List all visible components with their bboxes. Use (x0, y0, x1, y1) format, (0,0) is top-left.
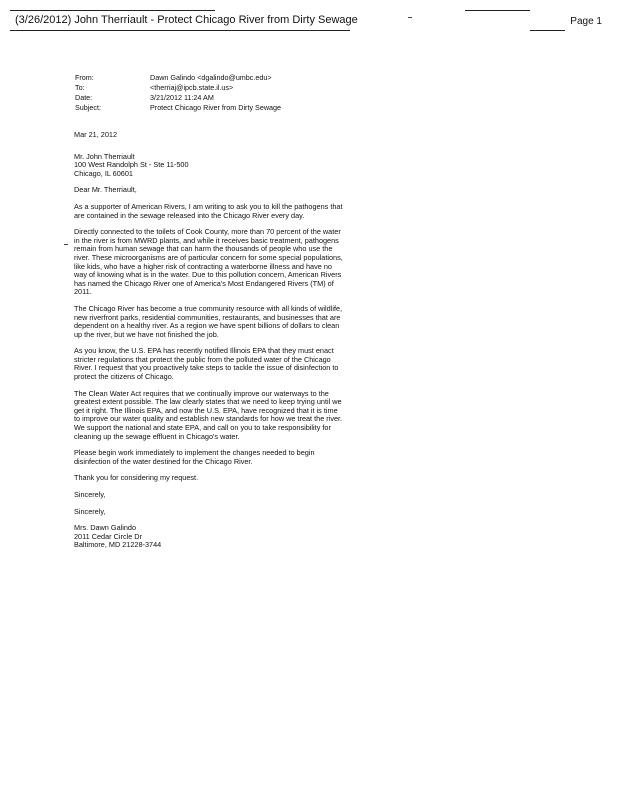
scan-mark (408, 17, 412, 18)
header-top-rule (465, 10, 530, 11)
email-meta (75, 73, 281, 113)
paragraph: Please begin work immediately to implement the changes needed to begin disinfection of the water destined for the Chicago River. (74, 448, 315, 466)
scan-mark (64, 244, 68, 245)
closing: Sincerely, (74, 490, 106, 499)
letter-body (74, 131, 344, 550)
signature-line: Baltimore, MD 21228-3744 (74, 540, 162, 550)
meta-key: To: (75, 83, 85, 92)
meta-to (75, 83, 281, 93)
signature-line: 2011 Cedar Circle Dr (74, 531, 142, 541)
meta-value: 3/21/2012 11:24 AM (150, 93, 214, 102)
header-bottom-rule (10, 30, 350, 31)
address-line: Chicago, IL 60601 (74, 168, 133, 178)
meta-value: Protect Chicago River from Dirty Sewage (150, 103, 282, 112)
paragraph: As a supporter of American Rivers, I am writing to ask you to kill the pathogens that are contained in the sewage released into the Chicago River every day. (74, 201, 343, 220)
header-top-rule (10, 10, 215, 11)
header-bottom-rule (530, 30, 565, 31)
meta-value: Dawn Galindo <dgalindo@umbc.edu> (150, 73, 272, 82)
address-line: 100 West Randolph St - Ste 11-500 (74, 160, 189, 170)
paragraph: The Clean Water Act requires that we continually improve our waterways to the greatest extent possible. The law clearly states that we need to keep trying until we get it right. The Illinois EPA, and now the U.S. EPA, have recognized that it is time to improve our water quality and establish new standards for how we treat the river. We support the national and state EPA, and call on you to take responsibility for cleaning up the sewage effluent in Chicago's water. (74, 388, 343, 441)
meta-value: <therriaj@ipcb.state.il.us> (150, 83, 234, 92)
closing: Sincerely, (74, 506, 106, 516)
recipient-address (74, 153, 344, 179)
letter-date: Mar 21, 2012 (74, 130, 117, 139)
address-line: Mr. John Therriault (74, 151, 135, 161)
meta-subject (75, 103, 281, 113)
paragraph: Directly connected to the toilets of Cook County, more than 70 percent of the water in the river is from MWRD plants, and while it receives basic treatment, pathogens remain from human sewage that can harm the thousands of people who use the river. These microorganisms are of particular concern for some special populations, like kids, who have a higher risk of contracting a waterborne illness and have no way of knowing what is in the water. Due to this pollution concern, American Rivers has named the Chicago River one of America's Most Endangered Rivers (TM) of 2011. (74, 227, 343, 297)
meta-date (75, 93, 281, 103)
paragraph: The Chicago River has become a true community resource with all kinds of wildlife, new riverfront parks, residential communities, restaurants, and businesses that are dependent on a healthy river. As a region we have spent billions of dollars to clean up the river, but we have not finished the job. (74, 303, 343, 339)
signature-block (74, 524, 344, 550)
meta-key: Date: (75, 93, 93, 102)
paragraph: As you know, the U.S. EPA has recently notified Illinois EPA that they must enact stricter regulations that protect the public from the polluted water of the Chicago River. I request that you proactively take steps to tackle the issue of disinfection to protect the citizens of Chicago. (74, 346, 339, 382)
meta-from (75, 73, 281, 83)
header-title: (3/26/2012) John Therriault - Protect Chicago River from Dirty Sewage (15, 14, 358, 26)
paragraph: Thank you for considering my request. (74, 473, 199, 483)
page-header (10, 10, 610, 36)
meta-key: From: (75, 73, 94, 82)
page-number: Page 1 (570, 16, 602, 27)
signature-line: Mrs. Dawn Galindo (74, 523, 137, 533)
salutation: Dear Mr. Therriault, (74, 185, 137, 195)
meta-key: Subject: (75, 103, 101, 112)
